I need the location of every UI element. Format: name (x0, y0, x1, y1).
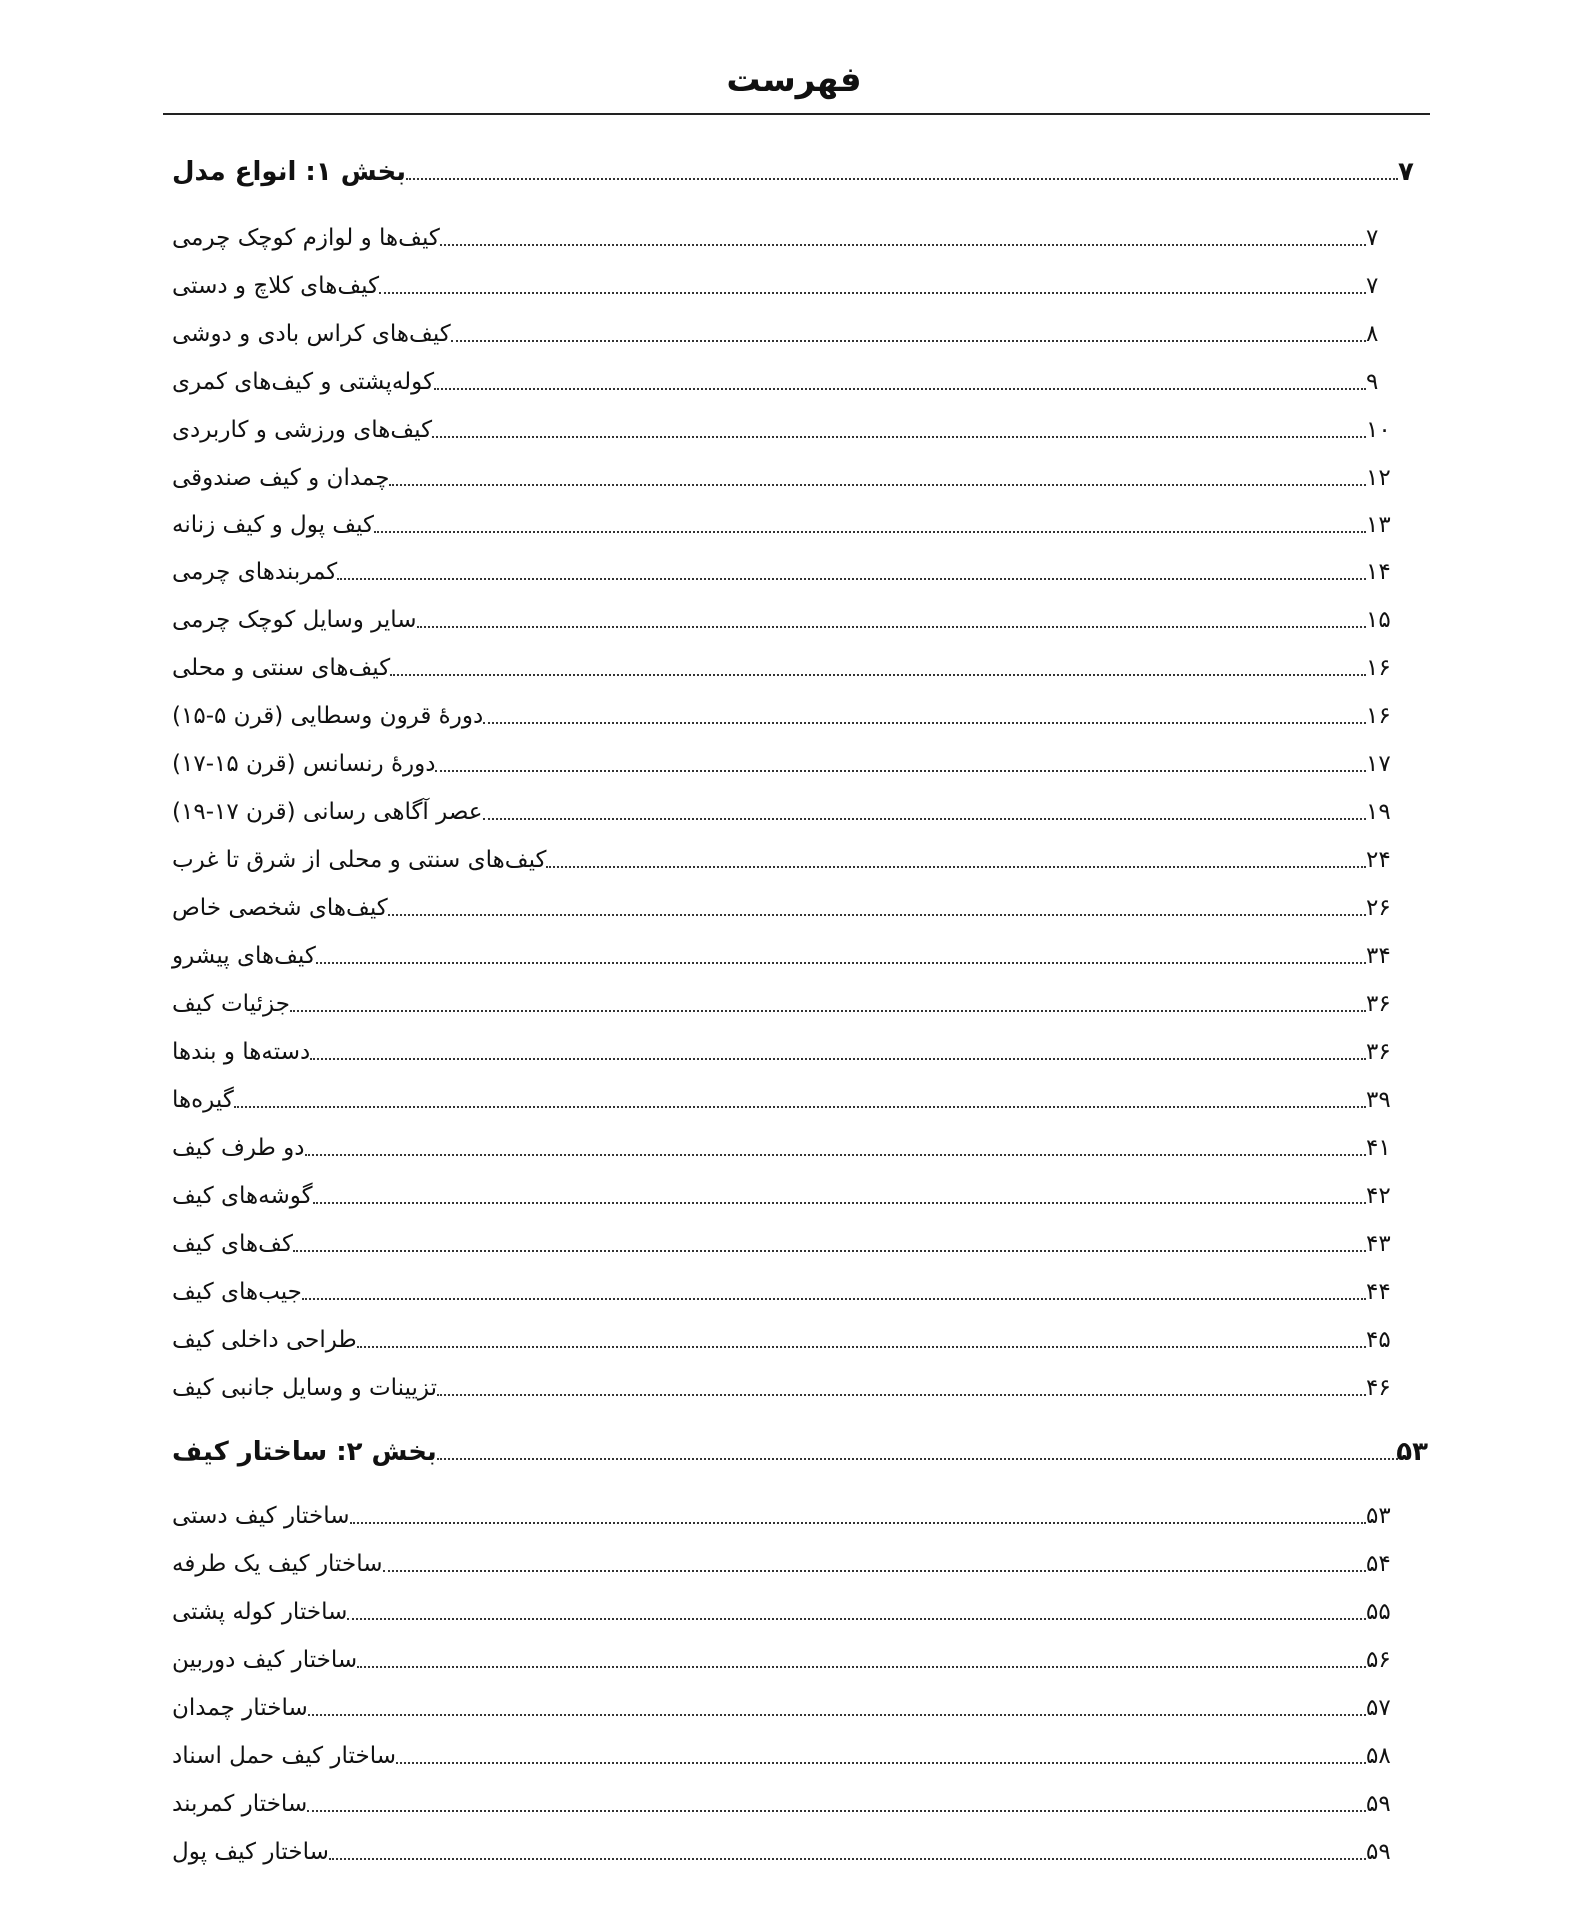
toc-entry-label: دسته‌ها و بندها (172, 1039, 311, 1065)
dot-leader (290, 1010, 1366, 1012)
toc-entry[interactable] (168, 1734, 1398, 1774)
toc-entry[interactable] (168, 886, 1398, 926)
toc-entry-label: گوشه‌های کیف (172, 1183, 313, 1209)
toc-entry-label: دورهٔ قرون وسطایی (قرن ۵-۱۵) (172, 703, 484, 729)
toc-entry[interactable] (168, 1174, 1398, 1214)
toc-entry-label: تزیینات و وسایل جانبی کیف (172, 1375, 438, 1401)
toc-entry[interactable] (168, 934, 1398, 974)
toc-entry-label: ساختار کوله پشتی (172, 1599, 348, 1625)
dot-leader (389, 484, 1366, 486)
dot-leader (313, 1202, 1366, 1204)
toc-entry-label: ساختار چمدان (172, 1695, 308, 1721)
toc-entry-label: کیف‌های پیشرو (172, 943, 316, 969)
dot-leader (329, 1858, 1366, 1860)
toc-page-number: ۵۳ (1366, 1503, 1391, 1529)
toc-entry[interactable] (168, 1318, 1398, 1358)
dot-leader (434, 388, 1366, 390)
toc-entry-label: دو طرف کیف (172, 1135, 305, 1161)
toc-entry-label: جزئیات کیف (172, 991, 290, 1017)
toc-entry-label: ساختار کمربند (172, 1791, 308, 1817)
toc-page-number: ۹ (1366, 369, 1379, 395)
toc-page-number: ۳۶ (1366, 1039, 1391, 1065)
dot-leader (308, 1714, 1366, 1716)
toc-entry[interactable] (168, 1686, 1398, 1726)
dot-leader (406, 178, 1398, 180)
toc-entry-label: ساختار کیف حمل اسناد (172, 1743, 396, 1769)
dot-leader (357, 1666, 1366, 1668)
toc-page-number: ۱۷ (1366, 751, 1391, 777)
dot-leader (396, 1762, 1366, 1764)
toc-entry-label: کیف‌های کراس بادی و دوشی (172, 321, 451, 347)
toc-section-label: بخش ۲: ساختار کیف (172, 1437, 437, 1467)
toc-page-number: ۷ (1366, 273, 1379, 299)
dot-leader (546, 866, 1366, 868)
toc-entry-label: دورهٔ رنسانس (قرن ۱۵-۱۷) (172, 751, 436, 777)
toc-page-number: ۴۱ (1366, 1135, 1391, 1161)
toc-entry-label: گیره‌ها (172, 1087, 234, 1113)
dot-leader (437, 1458, 1398, 1460)
dot-leader (337, 578, 1366, 580)
toc-entry-label: کمربندهای چرمی (172, 559, 338, 585)
toc-entry[interactable] (168, 838, 1398, 878)
dot-leader (437, 1394, 1366, 1396)
toc-entry-label: کیف‌های ورزشی و کاربردی (172, 417, 433, 443)
toc-entry[interactable] (168, 216, 1398, 256)
toc-entry-label: عصر آگاهی رسانی (قرن ۱۷-۱۹) (172, 799, 483, 825)
toc-entry[interactable] (168, 1126, 1398, 1166)
toc-entry[interactable] (168, 1270, 1398, 1310)
toc-page-number: ۴۴ (1366, 1279, 1391, 1305)
toc-entry-label: کیف‌های کلاچ و دستی (172, 273, 380, 299)
toc-entry-label: چمدان و کیف صندوقی (172, 465, 390, 491)
dot-leader (305, 1154, 1366, 1156)
dot-leader (293, 1250, 1366, 1252)
dot-leader (310, 1058, 1366, 1060)
toc-entry[interactable] (168, 1030, 1398, 1070)
toc-entry[interactable] (168, 1638, 1398, 1678)
toc-page-number: ۲۶ (1366, 895, 1391, 921)
toc-page-number: ۵۹ (1366, 1791, 1391, 1817)
toc-entry[interactable] (168, 694, 1398, 734)
toc-entry-label: ساختار کیف یک طرفه (172, 1551, 383, 1577)
page-title: فهرست (726, 60, 862, 100)
dot-leader (483, 818, 1367, 820)
toc-page-number: ۸ (1366, 321, 1379, 347)
toc-section-2[interactable] (168, 1430, 1430, 1470)
toc-entry-label: جیب‌های کیف (172, 1279, 302, 1305)
dot-leader (357, 1346, 1366, 1348)
toc-page-number: ۵۷ (1366, 1695, 1391, 1721)
toc-page-number: ۳۴ (1366, 943, 1391, 969)
dot-leader (383, 1570, 1367, 1572)
toc-page-number: ۳۹ (1366, 1087, 1391, 1113)
toc-page-number: ۱۴ (1366, 559, 1391, 585)
dot-leader (374, 531, 1366, 533)
toc-entry[interactable] (168, 982, 1398, 1022)
toc-entry-label: کیف‌ها و لوازم کوچک چرمی (172, 225, 440, 251)
dot-leader (234, 1106, 1366, 1108)
dot-leader (379, 292, 1366, 294)
dot-leader (417, 626, 1366, 628)
dot-leader (390, 674, 1366, 676)
toc-entry[interactable] (168, 312, 1398, 352)
toc-page-number: ۵۶ (1366, 1647, 1391, 1673)
toc-entry[interactable] (168, 503, 1398, 543)
dot-leader (483, 722, 1366, 724)
toc-entry[interactable] (168, 790, 1398, 830)
toc-page-number: ۱۲ (1366, 465, 1391, 491)
dot-leader (432, 436, 1366, 438)
toc-page-number: ۱۹ (1366, 799, 1391, 825)
toc-entry[interactable] (168, 742, 1398, 782)
toc-page-number: ۷ (1398, 157, 1414, 187)
toc-entry[interactable] (168, 1542, 1398, 1582)
toc-page-number: ۵۸ (1366, 1743, 1391, 1769)
dot-leader (435, 770, 1366, 772)
toc-page-number: ۱۶ (1366, 703, 1391, 729)
toc-entry-label: کیف‌های سنتی و محلی از شرق تا غرب (172, 847, 547, 873)
toc-entry-label: ساختار کیف دوربین (172, 1647, 358, 1673)
toc-page-number: ۷ (1366, 225, 1379, 251)
toc-page-number: ۱۵ (1366, 607, 1391, 633)
toc-entry[interactable] (168, 1782, 1398, 1822)
toc-entry[interactable] (168, 1366, 1398, 1406)
toc-entry-label: ساختار کیف پول (172, 1839, 329, 1865)
toc-page-number: ۵۴ (1366, 1551, 1391, 1577)
toc-page-number: ۵۳ (1396, 1437, 1428, 1467)
toc-entry[interactable] (168, 598, 1398, 638)
dot-leader (440, 244, 1366, 246)
toc-entry[interactable] (168, 646, 1398, 686)
dot-leader (302, 1298, 1366, 1300)
toc-entry-label: کیف‌های شخصی خاص (172, 895, 388, 921)
toc-entry[interactable] (168, 408, 1398, 448)
toc-entry-label: کف‌های کیف (172, 1231, 293, 1257)
toc-page-number: ۴۲ (1366, 1183, 1391, 1209)
dot-leader (347, 1618, 1366, 1620)
toc-page-number: ۱۶ (1366, 655, 1391, 681)
toc-entry-label: کیف پول و کیف زنانه (172, 512, 374, 538)
toc-section-label: بخش ۱: انواع مدل (172, 157, 407, 187)
toc-entry-label: طراحی داخلی کیف (172, 1327, 357, 1353)
toc-page-number: ۱۳ (1366, 512, 1391, 538)
toc-page-number: ۵۵ (1366, 1599, 1391, 1625)
toc-entry-label: کیف‌های سنتی و محلی (172, 655, 391, 681)
toc-entry[interactable] (168, 264, 1398, 304)
dot-leader (316, 962, 1366, 964)
toc-page-number: ۲۴ (1366, 847, 1391, 873)
dot-leader (350, 1522, 1367, 1524)
toc-entry[interactable] (168, 456, 1398, 496)
dot-leader (388, 914, 1366, 916)
toc-entry[interactable] (168, 550, 1398, 590)
toc-page-number: ۳۶ (1366, 991, 1391, 1017)
dot-leader (307, 1810, 1366, 1812)
toc-entry-label: کوله‌پشتی و کیف‌های کمری (172, 369, 435, 395)
toc-entry-label: سایر وسایل کوچک چرمی (172, 607, 417, 633)
dot-leader (451, 340, 1366, 342)
toc-page-number: ۴۵ (1366, 1327, 1391, 1353)
toc-entry[interactable] (168, 1830, 1398, 1870)
toc-section-1[interactable] (168, 150, 1430, 190)
toc-entry[interactable] (168, 1494, 1398, 1534)
toc-entry[interactable] (168, 1222, 1398, 1262)
toc-page-number: ۴۶ (1366, 1375, 1391, 1401)
toc-page-number: ۴۳ (1366, 1231, 1391, 1257)
toc-page-number: ۵۹ (1366, 1839, 1391, 1865)
toc-entry[interactable] (168, 1590, 1398, 1630)
toc-entry-label: ساختار کیف دستی (172, 1503, 350, 1529)
toc-entry[interactable] (168, 1078, 1398, 1118)
toc-page-number: ۱۰ (1366, 417, 1391, 443)
toc-entry[interactable] (168, 360, 1398, 400)
